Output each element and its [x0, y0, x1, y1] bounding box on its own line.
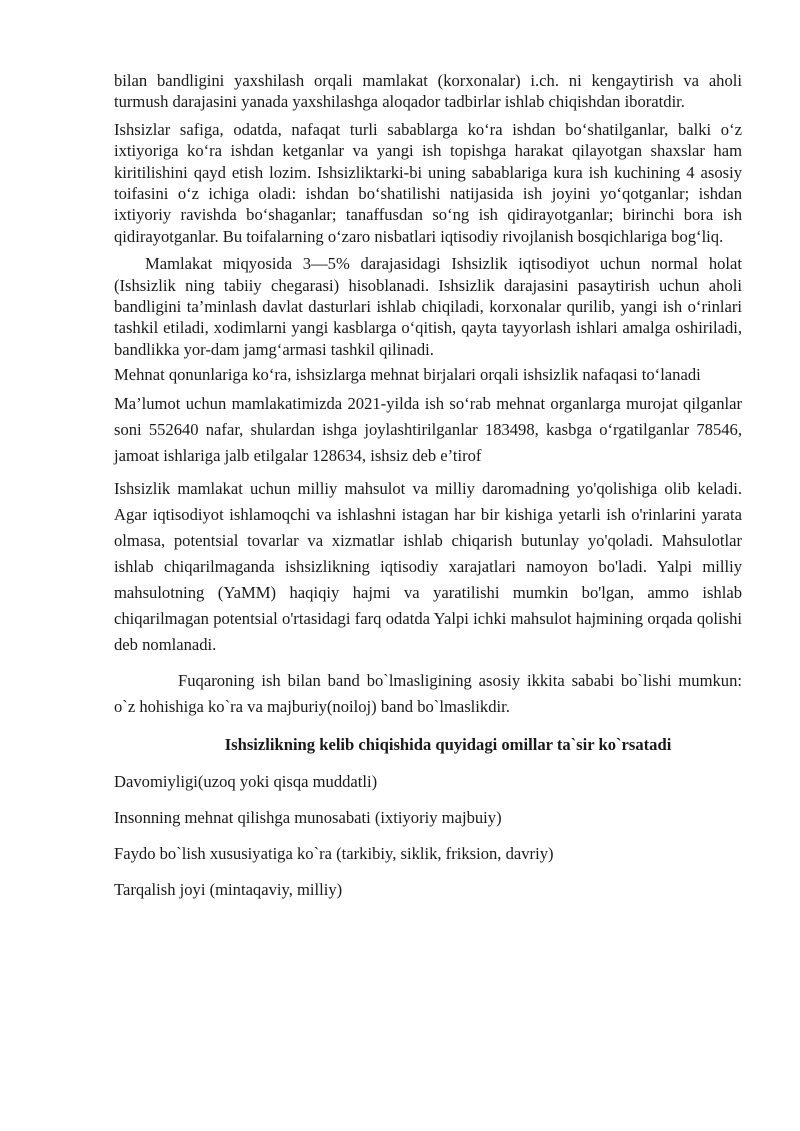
paragraph-natural-rate: Mamlakat miqyosida 3—5% darajasidagi Ishsizlik iqtisodiyot uchun normal holat (Ishsizlik ning tabiiy chegarasi) hisoblanadi. Ishsizlik darajasini pasaytirish uchun aholi bandligini ta’minlash davlat dasturlari ishlab chiqiladi, korxonalar qurilib, yangi ish o‘rinlari tashkil etiladi, xodimlarni yangi kasblarga o‘qitish, qayta tayyorlash ishlari amalga oshiriladi, bandlikka yor-dam jamg‘armasi tashkil qilinadi.: [114, 254, 742, 359]
paragraph-statistics-2021: Ma’lumot uchun mamlakatimizda 2021-yilda ish so‘rab mehnat organlarga murojat qilganlar soni 552640 nafar, shulardan ishga joylashtirilganlar 183498, kasbga o‘rgatilganlar 78546, jamoat ishlariga jalb etilgalar 128634, ishsiz deb e’tirof: [114, 393, 742, 465]
paragraph-two-reasons: Fuqaroning ish bilan band bo`lmasligining asosiy ikkita sababi bo`lishi mumkun: o`z hohishiga ko`ra va majburiy(noiloj) band bo`lmaslikdir.: [114, 670, 742, 716]
factors-list: [114, 771, 742, 901]
paragraph-labor-law: Mehnat qonunlariga ko‘ra, ishsizlarga mehnat birjalari orqali ishsizlik nafaqasi to‘lanadi: [114, 365, 701, 385]
list-item: Tarqalish joyi (mintaqaviy, milliy): [114, 879, 343, 899]
document-page: [114, 70, 742, 901]
section-heading: Ishsizlikning kelib chiqishida quyidagi omillar ta`sir ko`rsatadi: [224, 734, 672, 754]
list-item: Insonning mehnat qilishga munosabati (ixtiyoriy majbuiy): [114, 807, 502, 827]
paragraph-intro: bilan bandligini yaxshilash orqali mamlakat (korxonalar) i.ch. ni kengaytirish va aholi turmush darajasini yanada yaxshilashga aloqador tadbirlar ishlab chiqishdan iboratdir.: [114, 71, 742, 112]
list-item: Faydo bo`lish xususiyatiga ko`ra (tarkibiy, siklik, friksion, davriy): [114, 843, 554, 863]
paragraph-unemployed-categories: Ishsizlar safiga, odatda, nafaqat turli sabablarga ko‘ra ishdan bo‘shatilganlar, balki o‘z ixtiyoriga ko‘ra ishdan ketganlar va yangi ish topishga harakat qilayotgan shaxslar ham kiritilishini qayd etish lozim. Ishsizliktarki-bi uning sabablariga kura ish kuchining 4 asosiy toifasini o‘z ichiga oladi: ishdan bo‘shatilishi natijasida ish joyini yo‘qotganlar; ishdan ixtiyoriy ravishda bo‘shaganlar; tanaffusdan so‘ng ish qidirayotganlar; birinchi bora ish qidirayotganlar. Bu toifalarning o‘zaro nisbatlari iqtisodiy rivojlanish bosqichlariga bog‘liq.: [114, 119, 742, 246]
list-item: Davomiyligi(uzoq yoki qisqa muddatli): [114, 771, 378, 791]
paragraph-gdp-loss: Ishsizlik mamlakat uchun milliy mahsulot va milliy daromadning yo'qolishiga olib keladi. Agar iqtisodiyot ishlamoqchi va ishlashni istagan har bir kishiga yetarli ish o'rinlarini yarata olmasa, potentsial tovarlar va xizmatlar ishlab chiqarish butunlay yo'qoladi. Mahsulotlar ishlab chiqarilmaganda ishsizlikning iqtisodiy xarajatlari namoyon bo'ladi. Yalpi milliy mahsulotning (YaMM) haqiqiy hajmi va yaratilishi mumkin bo'lgan, ammo ishlab chiqarilmagan potentsial o'rtasidagi farq odatda Yalpi ichki mahsulot hajmining orqada qolishi deb nomlanadi.: [114, 478, 742, 654]
